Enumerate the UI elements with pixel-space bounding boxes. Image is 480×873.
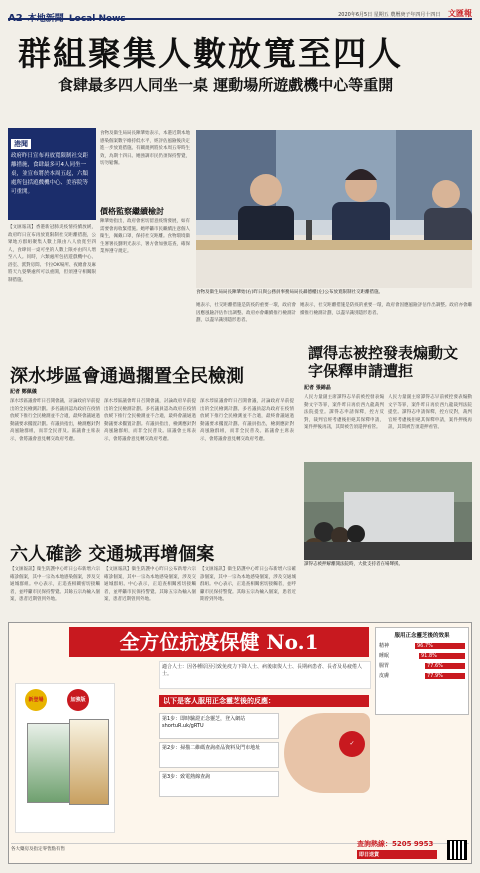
ad-headline: 全方位抗疫保健 No.1: [69, 627, 369, 657]
story4-body-3: 【文匯報訊】衞生防護中心昨日公布新增六宗確診個案，其中一宗為本地感染個案，涉及交通城群組。中心表示，正追查相關密切接觸者，並呼籲市民保持警覺。其餘五宗為輸入個案，患者近期曾到外地。: [200, 567, 296, 602]
ad-hotline[interactable]: [357, 839, 437, 859]
lead-body-under: 她表示，社交距離措施是防疫的重要一環，政府會因應風險評估作出調整。政府亦會繼續推行檢測計劃，以盡早識別隱形患者。: [196, 303, 296, 323]
story2-byline: 記者 鄭佩儀: [10, 389, 37, 395]
lead-body-mid: 食物及衞生局局長陳肇始表示，本港近期本地感染個案數字維持低水平，經評估風險後決定進一步放寬措施。有關規例將於本周五零時生效，為期十四日。她強調市民仍須保持警覺，切勿鬆懈。: [100, 131, 190, 166]
lead-subhead: 價格監察繼續檢討: [100, 207, 164, 216]
story4-body-1: 【文匯報訊】衞生防護中心昨日公布新增六宗確診個案，其中一宗為本地感染個案，涉及交通城群組。中心表示，正追查相關密切接觸者，並呼籲市民保持警覺。其餘五宗為輸入個案，患者近期曾到外地。: [10, 567, 100, 602]
effect-row: 腸胃 77.6%: [379, 662, 465, 669]
section-title: 本地新聞: [27, 14, 64, 24]
story4-headline: 六人確診 交通城再增個案: [10, 544, 215, 565]
story4-body-2: 【文匯報訊】衞生防護中心昨日公布新增六宗確診個案，其中一宗為本地感染個案，涉及交通城群組。中心表示，正追查相關密切接觸者，並呼籲市民保持警覺。其餘五宗為輸入個案，患者近期曾到外地。: [104, 567, 196, 602]
lead-headline: 群組聚集人數放寬至四人: [18, 34, 403, 73]
badge-icon: ✓: [339, 731, 365, 757]
summary-tag: 港聞: [11, 139, 31, 149]
hot-tag: 加強版: [67, 689, 89, 711]
story3-byline: 記者 張錦晶: [304, 385, 331, 391]
hotline-number[interactable]: 查詢熱線：5205 9953: [357, 840, 434, 848]
story2-body-2: 深水埗區議會昨日召開會議，討論政府早前提出的全民檢測計劃。多名議員認為政府在疫情放緩下推行全民檢測並不合適，最終會議通過動議要求擱置計劃。有議員指出，檢測應針對高風險群組，而非全民普及。區議會主席表示，會將議會意見轉交政府考慮。: [104, 399, 196, 442]
press-conference-photo: [196, 130, 472, 288]
effect-table: [375, 627, 469, 715]
qr-code-icon[interactable]: [447, 840, 467, 860]
new-tag: 新登場: [25, 689, 47, 711]
story2-headline: 深水埗區會通過擱置全民檢測: [10, 366, 244, 387]
date-info: 2020年6月5日 星期五 農曆庚子年四月十四日 文匯報: [338, 9, 472, 18]
product-box-2-icon: [69, 719, 109, 805]
ad-footer-text: 各大藥房及指定零售點有售: [11, 847, 65, 852]
court-photo: [304, 462, 472, 560]
effect-row: 睡眠 91.8%: [379, 652, 465, 659]
ad-step-1: 第1步：即時驗證正念靈芝，登入網站 shortuR.uk/gRTU: [159, 713, 279, 739]
lead-body-under-2: 她表示，社交距離措施是防疫的重要一環，政府會因應風險評估作出調整。政府亦會繼續推行檢測計劃，以盡早識別隱形患者。: [300, 303, 472, 316]
photo-caption: 食物及衞生局局長陳肇始(右)昨日與公務員事務局局長聶德權(左)公布放寬限制社交距離措施。: [196, 290, 384, 295]
ad-offer: 以下是客人服用正念靈芝後的反應：: [159, 695, 369, 707]
lead-subheadline: 食肆最多四人同坐一桌 運動場所遊戲機中心等重開: [58, 76, 394, 94]
summary-text: 政府昨日宣布再放寬限制社交距離措施，食肆最多可4人同坐一桌，並宣布將於本周五起，六類處所包括遊戲機中心、美容院等可重開。: [11, 153, 89, 195]
section-title-en: Local News: [68, 14, 126, 24]
effect-row: 皮膚 77.9%: [379, 672, 465, 679]
court-photo-caption: 譚得志被押解離開法院時，大批支持者在場聲援。: [304, 562, 403, 567]
summary-box: [8, 128, 96, 220]
story3-headline: 譚得志被控發表煽動文字保釋申請遭拒: [308, 344, 459, 380]
ad-step-2: 第2步：掃描二維碼查詢產品資料及門市地址: [159, 742, 279, 768]
story3-body-1: 人民力量副主席譚得志早前被控發表煽動文字等罪，案件昨日再於西九龍裁判法院提堂。譚得志申請保釋，控方反對，裁判官經考慮後拒絕其保釋申請，案件押後再訊，其間被告須還押看管。: [304, 395, 384, 430]
lead-body-left: 【文匯報訊】香港新冠肺炎疫情持續放緩，政府昨日宣布再放寬限制社交距離措施，公眾地方群組聚集人數上限由八人放寬至四人，食肆同一桌可坐的人數上限亦由四人增至八人。同時，六類處所包括遊戲機中心、浴室、派對房間、卡拉OK場所、夜總會及麻將天九耍樂處所可以重開，但須遵守相關限制措施。: [8, 225, 96, 283]
page-header: [8, 6, 472, 24]
page-number: A2: [8, 13, 23, 24]
ad-step-3: 第3步：致電熱線查詢: [159, 771, 279, 797]
lead-body-right: 陳肇始指出，政府會密切留意疫情發展，如有需要會再收緊措施。她呼籲市民繼續注意個人衞生，佩戴口罩，保持社交距離。食物環境衞生署署長劉明光表示，署方會加強巡查，確保業界遵守規定。: [100, 219, 190, 254]
product-box-icon: [27, 723, 71, 803]
ad-steps: [159, 713, 279, 800]
effect-row: 精神 96.7%: [379, 642, 465, 649]
effect-table-title: 服用正念靈芝後的效果: [394, 633, 450, 639]
story2-body-1: 深水埗區議會昨日召開會議，討論政府早前提出的全民檢測計劃。多名議員認為政府在疫情放緩下推行全民檢測並不合適，最終會議通過動議要求擱置計劃。有議員指出，檢測應針對高風險群組，而非全民普及。區議會主席表示，會將議會意見轉交政府考慮。: [10, 399, 100, 442]
hotline-sub: 即日送貨: [357, 850, 437, 859]
ad-strip: 適合人士：因各種原因引致免疫力下降人士、病後康復人士、長期病患者、長者及易疲倦人士。: [159, 661, 371, 689]
advertisement[interactable]: [8, 622, 472, 864]
paper-logo: 文匯報: [448, 9, 472, 18]
story2-body-3: 深水埗區議會昨日召開會議，討論政府早前提出的全民檢測計劃。多名議員認為政府在疫情放緩下推行全民檢測並不合適，最終會議通過動議要求擱置計劃。有議員指出，檢測應針對高風險群組，而非全民普及。區議會主席表示，會將議會意見轉交政府考慮。: [200, 399, 294, 442]
story3-body-2: 人民力量副主席譚得志早前被控發表煽動文字等罪，案件昨日再於西九龍裁判法院提堂。譚得志申請保釋，控方反對，裁判官經考慮後拒絕其保釋申請，案件押後再訊，其間被告須還押看管。: [388, 395, 472, 430]
